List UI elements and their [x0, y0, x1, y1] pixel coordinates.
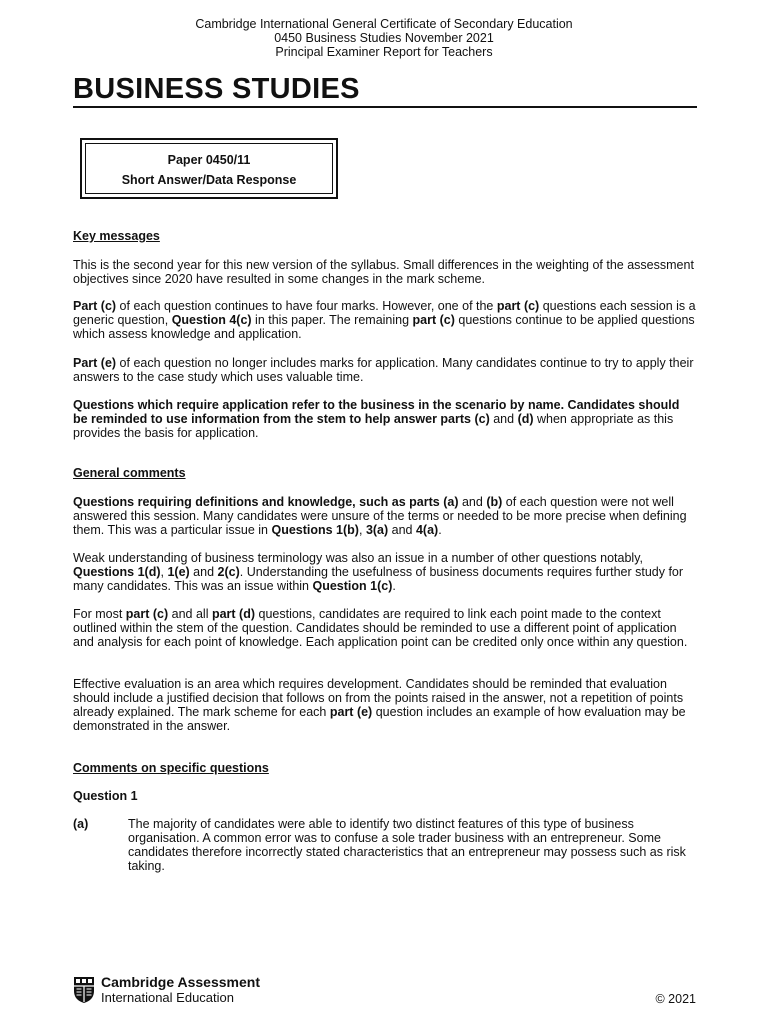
bold-reference: 3(a): [365, 523, 389, 537]
crest-icon: [73, 976, 95, 1004]
paper-number: Paper 0450/11: [167, 153, 251, 167]
cambridge-logo: [73, 975, 263, 1007]
bold-reference: (d): [517, 412, 534, 426]
bold-reference: Part (e): [73, 356, 117, 370]
general-comments-paragraph-3: For most part (c) and all part (d) questions, candidates are required to link each point made to the context outlined within the stem of the question. Candidates should be reminded to use a different point of application and analysis for each point of knowledge. Each application point can be credited only once within any question.: [73, 607, 688, 649]
question-1-heading: Question 1: [73, 789, 138, 803]
bold-reference: Questions 1(d): [73, 565, 161, 579]
bold-reference: part (e): [329, 705, 373, 719]
bold-reference: Questions which require application refer to the business in the scenario by name. Candidates should be reminded to use information from the stem to help answer: [73, 398, 680, 426]
bold-reference: Questions requiring definitions and knowledge, such as: [73, 495, 410, 509]
bold-reference: Questions 1(b): [271, 523, 359, 537]
bold-reference: part (c): [125, 607, 169, 621]
report-header: [0, 17, 768, 59]
general-comments-heading: General comments: [73, 466, 186, 480]
paper-type: Short Answer/Data Response: [121, 173, 297, 187]
page-title: BUSINESS STUDIES: [73, 73, 360, 105]
bold-reference: 4(a): [415, 523, 439, 537]
copyright: © 2021: [655, 992, 696, 1006]
bold-reference: parts (a): [409, 495, 459, 509]
specific-questions-heading: Comments on specific questions: [73, 761, 269, 775]
question-part-label: (a): [73, 817, 89, 831]
bold-reference: parts (c): [440, 412, 490, 426]
logo-line-1: Cambridge Assessment: [101, 974, 260, 990]
key-messages-paragraph-3: Part (e) of each question no longer includes marks for application. Many candidates continue to try to apply their answers to the case study which uses valuable time.: [73, 356, 694, 384]
question-part-text: The majority of candidates were able to identify two distinct features of this type of business organisation. A common error was to confuse a sole trader business with an entrepreneur. Some candidates therefore incorrectly stated characteristics that an entrepreneur may possess such as risk taking.: [128, 817, 686, 873]
key-messages-paragraph-1: This is the second year for this new version of the syllabus. Small differences in the weighting of the assessment objectives since 2020 have resulted in some changes in the mark scheme.: [73, 258, 694, 286]
bold-reference: 2(c): [217, 565, 240, 579]
logo-line-2: International Education: [101, 990, 234, 1005]
bold-reference: Question 4(c): [171, 313, 252, 327]
key-messages-heading: Key messages: [73, 229, 160, 243]
bold-reference: (b): [486, 495, 503, 509]
bold-reference: part (d): [211, 607, 256, 621]
bold-reference: part (c): [496, 299, 540, 313]
header-line-2: 0450 Business Studies November 2021: [274, 31, 494, 45]
paper-box: [80, 138, 338, 199]
general-comments-paragraph-4: Effective evaluation is an area which requires development. Candidates should be reminded that evaluation should include a justified decision that follows on from the points raised in the answer, not a repetition of points already explained. The mark scheme for each part (e) question includes an example of how evaluation may be demonstrated in the answer.: [73, 677, 686, 733]
key-messages-paragraph-2: Part (c) of each question continues to have four marks. However, one of the part (c) questions each session is a generic question, Question 4(c) in this paper. The remaining part (c) questions continue to be applied questions which assess knowledge and application.: [73, 299, 696, 341]
general-comments-paragraph-1: Questions requiring definitions and knowledge, such as parts (a) and (b) of each question were not well answered this session. Many candidates were unsure of the terms or needed to be more precise when defining them. This was a particular issue in Questions 1(b), 3(a) and 4(a).: [73, 495, 687, 537]
bold-reference: 1(e): [167, 565, 190, 579]
bold-reference: Part (c): [73, 299, 117, 313]
bold-reference: Question 1(c): [312, 579, 393, 593]
title-rule: [73, 106, 697, 108]
bold-reference: part (c): [412, 313, 455, 327]
header-line-1: Cambridge International General Certificate of Secondary Education: [195, 17, 573, 31]
paper-box-inner: [85, 143, 333, 194]
key-messages-paragraph-4: Questions which require application refer to the business in the scenario by name. Candidates should be reminded to use information from the stem to help answer parts (c) and (d) when appropriate as this provides the basis for application.: [73, 398, 680, 440]
header-line-3: Principal Examiner Report for Teachers: [275, 45, 493, 59]
general-comments-paragraph-2: Weak understanding of business terminology was also an issue in a number of other questions notably, Questions 1(d), 1(e) and 2(c). Understanding the usefulness of business documents requires further study for many candidates. This was an issue within Question 1(c).: [73, 551, 684, 593]
